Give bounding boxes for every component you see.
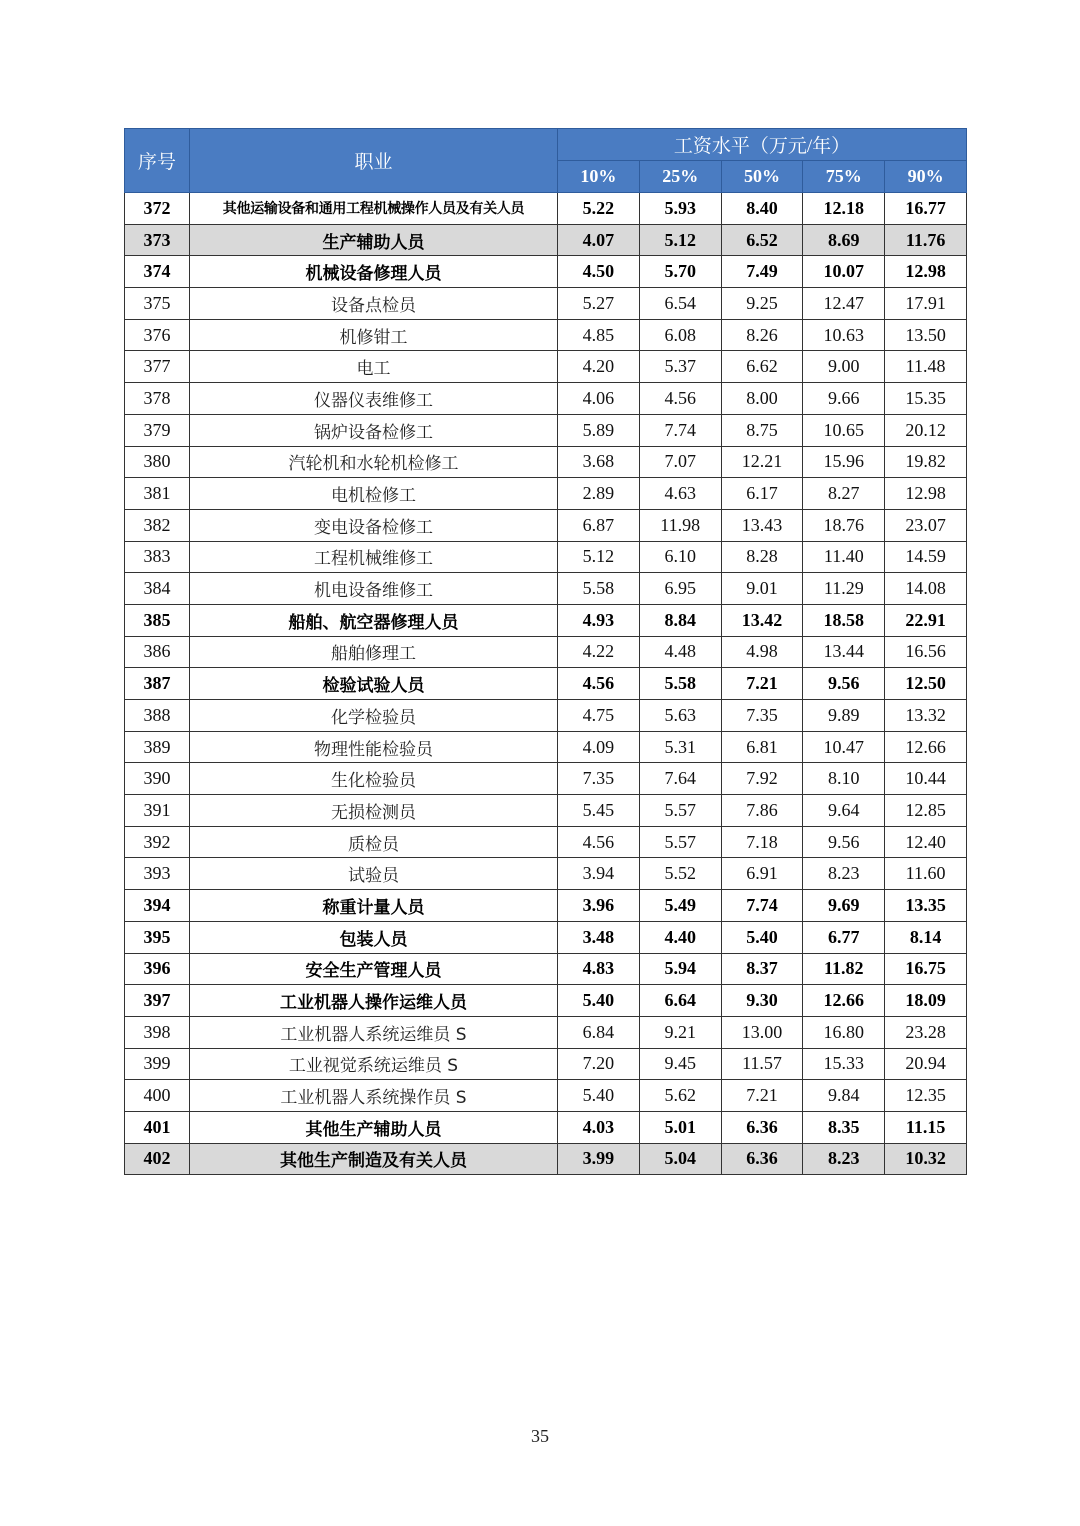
wage-p50: 9.25 — [721, 288, 803, 320]
wage-p50: 12.21 — [721, 446, 803, 478]
occupation-name: 工业视觉系统运维员 S — [190, 1048, 558, 1080]
wage-p90: 23.28 — [885, 1016, 967, 1048]
wage-p75: 11.40 — [803, 541, 885, 573]
wage-p75: 9.89 — [803, 700, 885, 732]
occupation-name: 生产辅助人员 — [190, 224, 558, 256]
table-row — [125, 414, 967, 446]
table-row — [125, 731, 967, 763]
wage-p90: 22.91 — [885, 604, 967, 636]
wage-p25: 4.56 — [639, 383, 721, 415]
wage-p75: 9.56 — [803, 668, 885, 700]
wage-p75: 9.66 — [803, 383, 885, 415]
row-index: 391 — [125, 795, 190, 827]
wage-p25: 6.08 — [639, 319, 721, 351]
wage-p90: 16.56 — [885, 636, 967, 668]
wage-p75: 18.76 — [803, 509, 885, 541]
wage-p10: 4.22 — [558, 636, 640, 668]
occupation-name: 试验员 — [190, 858, 558, 890]
table-row — [125, 700, 967, 732]
wage-p10: 5.40 — [558, 1080, 640, 1112]
wage-p75: 8.23 — [803, 858, 885, 890]
row-index: 397 — [125, 985, 190, 1017]
occupation-name: 汽轮机和水轮机检修工 — [190, 446, 558, 478]
wage-p50: 4.98 — [721, 636, 803, 668]
wage-p50: 6.17 — [721, 478, 803, 510]
occupation-name: 其他生产辅助人员 — [190, 1111, 558, 1143]
table-row — [125, 636, 967, 668]
row-index: 377 — [125, 351, 190, 383]
wage-p75: 10.65 — [803, 414, 885, 446]
header-p10: 10% — [558, 161, 640, 193]
wage-p10: 4.07 — [558, 224, 640, 256]
table-row — [125, 953, 967, 985]
wage-p75: 8.35 — [803, 1111, 885, 1143]
occupation-name: 生化检验员 — [190, 763, 558, 795]
occupation-name: 机电设备维修工 — [190, 573, 558, 605]
occupation-name: 物理性能检验员 — [190, 731, 558, 763]
wage-p75: 8.10 — [803, 763, 885, 795]
table-row — [125, 224, 967, 256]
table-row — [125, 1016, 967, 1048]
table-row — [125, 478, 967, 510]
row-index: 386 — [125, 636, 190, 668]
table-row — [125, 890, 967, 922]
wage-p75: 9.64 — [803, 795, 885, 827]
wage-p90: 12.35 — [885, 1080, 967, 1112]
wage-p25: 8.84 — [639, 604, 721, 636]
occupation-name: 机械设备修理人员 — [190, 256, 558, 288]
table-row — [125, 985, 967, 1017]
occupation-name: 仪器仪表维修工 — [190, 383, 558, 415]
wage-p25: 5.52 — [639, 858, 721, 890]
wage-p75: 9.69 — [803, 890, 885, 922]
occupation-name: 化学检验员 — [190, 700, 558, 732]
row-index: 374 — [125, 256, 190, 288]
wage-p90: 17.91 — [885, 288, 967, 320]
wage-p25: 5.58 — [639, 668, 721, 700]
wage-p75: 10.63 — [803, 319, 885, 351]
wage-p75: 6.77 — [803, 921, 885, 953]
wage-p50: 6.91 — [721, 858, 803, 890]
occupation-name: 无损检测员 — [190, 795, 558, 827]
table-row — [125, 1080, 967, 1112]
wage-p25: 7.74 — [639, 414, 721, 446]
wage-p90: 10.44 — [885, 763, 967, 795]
row-index: 393 — [125, 858, 190, 890]
occupation-name: 工业机器人系统运维员 S — [190, 1016, 558, 1048]
wage-p10: 6.87 — [558, 509, 640, 541]
table-row — [125, 193, 967, 225]
wage-p90: 12.66 — [885, 731, 967, 763]
wage-p90: 13.32 — [885, 700, 967, 732]
wage-p75: 13.44 — [803, 636, 885, 668]
wage-p10: 4.75 — [558, 700, 640, 732]
wage-p25: 5.94 — [639, 953, 721, 985]
wage-p50: 9.01 — [721, 573, 803, 605]
wage-p10: 2.89 — [558, 478, 640, 510]
row-index: 384 — [125, 573, 190, 605]
wage-p10: 4.85 — [558, 319, 640, 351]
wage-p75: 8.27 — [803, 478, 885, 510]
wage-p10: 7.20 — [558, 1048, 640, 1080]
wage-p10: 4.06 — [558, 383, 640, 415]
wage-p75: 12.18 — [803, 193, 885, 225]
wage-p50: 5.40 — [721, 921, 803, 953]
wage-p50: 8.37 — [721, 953, 803, 985]
wage-p50: 8.40 — [721, 193, 803, 225]
wage-p75: 9.84 — [803, 1080, 885, 1112]
wage-p50: 7.92 — [721, 763, 803, 795]
wage-p25: 6.10 — [639, 541, 721, 573]
header-p50: 50% — [721, 161, 803, 193]
table-row — [125, 573, 967, 605]
wage-p50: 7.21 — [721, 1080, 803, 1112]
table-row — [125, 1111, 967, 1143]
wage-p90: 12.40 — [885, 826, 967, 858]
wage-p50: 13.00 — [721, 1016, 803, 1048]
row-index: 388 — [125, 700, 190, 732]
row-index: 387 — [125, 668, 190, 700]
header-p75: 75% — [803, 161, 885, 193]
row-index: 400 — [125, 1080, 190, 1112]
occupation-name: 工业机器人操作运维人员 — [190, 985, 558, 1017]
row-index: 401 — [125, 1111, 190, 1143]
header-p90: 90% — [885, 161, 967, 193]
wage-p10: 4.50 — [558, 256, 640, 288]
wage-p90: 12.50 — [885, 668, 967, 700]
wage-p90: 11.48 — [885, 351, 967, 383]
row-index: 395 — [125, 921, 190, 953]
wage-p25: 5.31 — [639, 731, 721, 763]
wage-p25: 5.04 — [639, 1143, 721, 1175]
wage-p10: 4.03 — [558, 1111, 640, 1143]
occupation-name: 电机检修工 — [190, 478, 558, 510]
row-index: 398 — [125, 1016, 190, 1048]
wage-p25: 6.54 — [639, 288, 721, 320]
wage-p90: 15.35 — [885, 383, 967, 415]
row-index: 383 — [125, 541, 190, 573]
wage-p90: 13.35 — [885, 890, 967, 922]
row-index: 376 — [125, 319, 190, 351]
occupation-name: 船舶、航空器修理人员 — [190, 604, 558, 636]
wage-p50: 8.75 — [721, 414, 803, 446]
wage-p90: 12.85 — [885, 795, 967, 827]
wage-p50: 6.81 — [721, 731, 803, 763]
table-header — [125, 129, 967, 193]
table-body — [125, 193, 967, 1175]
wage-p50: 6.52 — [721, 224, 803, 256]
table-row — [125, 763, 967, 795]
occupation-name: 变电设备检修工 — [190, 509, 558, 541]
table-row — [125, 1048, 967, 1080]
table-row — [125, 858, 967, 890]
wage-p25: 5.70 — [639, 256, 721, 288]
row-index: 390 — [125, 763, 190, 795]
wage-p90: 8.14 — [885, 921, 967, 953]
row-index: 381 — [125, 478, 190, 510]
occupation-name: 安全生产管理人员 — [190, 953, 558, 985]
wage-p75: 8.23 — [803, 1143, 885, 1175]
wage-p50: 7.74 — [721, 890, 803, 922]
wage-p10: 4.09 — [558, 731, 640, 763]
wage-p75: 12.66 — [803, 985, 885, 1017]
wage-p90: 18.09 — [885, 985, 967, 1017]
wage-p25: 7.64 — [639, 763, 721, 795]
wage-p10: 5.27 — [558, 288, 640, 320]
wage-p90: 20.94 — [885, 1048, 967, 1080]
row-index: 373 — [125, 224, 190, 256]
wage-p75: 11.82 — [803, 953, 885, 985]
wage-p50: 7.86 — [721, 795, 803, 827]
table-row — [125, 288, 967, 320]
wage-p50: 6.62 — [721, 351, 803, 383]
row-index: 380 — [125, 446, 190, 478]
occupation-name: 电工 — [190, 351, 558, 383]
wage-p10: 3.94 — [558, 858, 640, 890]
table-row — [125, 921, 967, 953]
occupation-name: 检验试验人员 — [190, 668, 558, 700]
wage-p50: 6.36 — [721, 1111, 803, 1143]
wage-p10: 7.35 — [558, 763, 640, 795]
wage-p90: 12.98 — [885, 478, 967, 510]
row-index: 375 — [125, 288, 190, 320]
wage-p50: 6.36 — [721, 1143, 803, 1175]
wage-p25: 5.62 — [639, 1080, 721, 1112]
wage-p50: 8.26 — [721, 319, 803, 351]
wage-p90: 12.98 — [885, 256, 967, 288]
wage-p25: 5.93 — [639, 193, 721, 225]
wage-p90: 11.15 — [885, 1111, 967, 1143]
wage-p90: 16.75 — [885, 953, 967, 985]
wage-p25: 5.57 — [639, 826, 721, 858]
wage-p25: 5.12 — [639, 224, 721, 256]
wage-p90: 10.32 — [885, 1143, 967, 1175]
header-p25: 25% — [639, 161, 721, 193]
occupation-name: 称重计量人员 — [190, 890, 558, 922]
wage-p50: 7.21 — [721, 668, 803, 700]
wage-p90: 14.59 — [885, 541, 967, 573]
wage-p50: 9.30 — [721, 985, 803, 1017]
wage-p90: 11.60 — [885, 858, 967, 890]
wage-p50: 7.18 — [721, 826, 803, 858]
wage-p75: 9.56 — [803, 826, 885, 858]
wage-p25: 9.45 — [639, 1048, 721, 1080]
wage-p10: 5.45 — [558, 795, 640, 827]
occupation-name: 工业机器人系统操作员 S — [190, 1080, 558, 1112]
wage-p50: 8.00 — [721, 383, 803, 415]
wage-p50: 7.49 — [721, 256, 803, 288]
wage-p10: 5.58 — [558, 573, 640, 605]
wage-p75: 10.47 — [803, 731, 885, 763]
header-index: 序号 — [125, 129, 190, 193]
wage-p75: 15.96 — [803, 446, 885, 478]
wage-p25: 9.21 — [639, 1016, 721, 1048]
page-number: 35 — [531, 1426, 549, 1446]
wage-p25: 5.49 — [639, 890, 721, 922]
wage-p75: 12.47 — [803, 288, 885, 320]
header-occupation: 职业 — [190, 129, 558, 193]
row-index: 392 — [125, 826, 190, 858]
row-index: 385 — [125, 604, 190, 636]
wage-p50: 7.35 — [721, 700, 803, 732]
row-index: 379 — [125, 414, 190, 446]
wage-p25: 4.40 — [639, 921, 721, 953]
wage-p75: 15.33 — [803, 1048, 885, 1080]
table-row — [125, 351, 967, 383]
wage-p50: 8.28 — [721, 541, 803, 573]
wage-p10: 4.20 — [558, 351, 640, 383]
wage-p10: 3.99 — [558, 1143, 640, 1175]
wage-p75: 11.29 — [803, 573, 885, 605]
wage-p10: 5.22 — [558, 193, 640, 225]
wage-p75: 16.80 — [803, 1016, 885, 1048]
table-row — [125, 795, 967, 827]
wage-p25: 4.63 — [639, 478, 721, 510]
wage-p10: 3.48 — [558, 921, 640, 953]
wage-p25: 11.98 — [639, 509, 721, 541]
table-row — [125, 826, 967, 858]
wage-p90: 11.76 — [885, 224, 967, 256]
wage-p50: 13.43 — [721, 509, 803, 541]
occupation-name: 其他运输设备和通用工程机械操作人员及有关人员 — [190, 193, 558, 225]
table-row — [125, 668, 967, 700]
row-index: 399 — [125, 1048, 190, 1080]
wage-p10: 3.68 — [558, 446, 640, 478]
wage-p25: 7.07 — [639, 446, 721, 478]
table-row — [125, 319, 967, 351]
row-index: 402 — [125, 1143, 190, 1175]
table-row — [125, 604, 967, 636]
table-row — [125, 446, 967, 478]
wage-p90: 16.77 — [885, 193, 967, 225]
wage-p75: 8.69 — [803, 224, 885, 256]
wage-p10: 5.12 — [558, 541, 640, 573]
occupation-name: 机修钳工 — [190, 319, 558, 351]
wage-p50: 11.57 — [721, 1048, 803, 1080]
wage-table — [124, 128, 967, 1175]
wage-p90: 20.12 — [885, 414, 967, 446]
wage-p10: 6.84 — [558, 1016, 640, 1048]
wage-p90: 19.82 — [885, 446, 967, 478]
wage-p10: 3.96 — [558, 890, 640, 922]
occupation-name: 包装人员 — [190, 921, 558, 953]
wage-p25: 5.63 — [639, 700, 721, 732]
wage-p90: 13.50 — [885, 319, 967, 351]
wage-p25: 5.01 — [639, 1111, 721, 1143]
occupation-name: 设备点检员 — [190, 288, 558, 320]
wage-p25: 4.48 — [639, 636, 721, 668]
row-index: 372 — [125, 193, 190, 225]
row-index: 382 — [125, 509, 190, 541]
occupation-name: 工程机械维修工 — [190, 541, 558, 573]
occupation-name: 船舶修理工 — [190, 636, 558, 668]
table-row — [125, 1143, 967, 1175]
wage-p25: 6.64 — [639, 985, 721, 1017]
wage-p25: 6.95 — [639, 573, 721, 605]
row-index: 378 — [125, 383, 190, 415]
wage-p25: 5.57 — [639, 795, 721, 827]
wage-p25: 5.37 — [639, 351, 721, 383]
wage-p10: 4.83 — [558, 953, 640, 985]
row-index: 389 — [125, 731, 190, 763]
wage-p50: 13.42 — [721, 604, 803, 636]
wage-p10: 4.56 — [558, 826, 640, 858]
wage-p90: 23.07 — [885, 509, 967, 541]
occupation-name: 其他生产制造及有关人员 — [190, 1143, 558, 1175]
wage-p75: 9.00 — [803, 351, 885, 383]
wage-p75: 18.58 — [803, 604, 885, 636]
wage-p75: 10.07 — [803, 256, 885, 288]
wage-p10: 5.89 — [558, 414, 640, 446]
table-row — [125, 256, 967, 288]
occupation-name: 质检员 — [190, 826, 558, 858]
wage-p10: 5.40 — [558, 985, 640, 1017]
row-index: 394 — [125, 890, 190, 922]
row-index: 396 — [125, 953, 190, 985]
occupation-name: 锅炉设备检修工 — [190, 414, 558, 446]
header-wage-level: 工资水平（万元/年） — [558, 129, 967, 161]
wage-p90: 14.08 — [885, 573, 967, 605]
table-row — [125, 383, 967, 415]
table-row — [125, 541, 967, 573]
wage-p10: 4.56 — [558, 668, 640, 700]
table-row — [125, 509, 967, 541]
wage-p10: 4.93 — [558, 604, 640, 636]
